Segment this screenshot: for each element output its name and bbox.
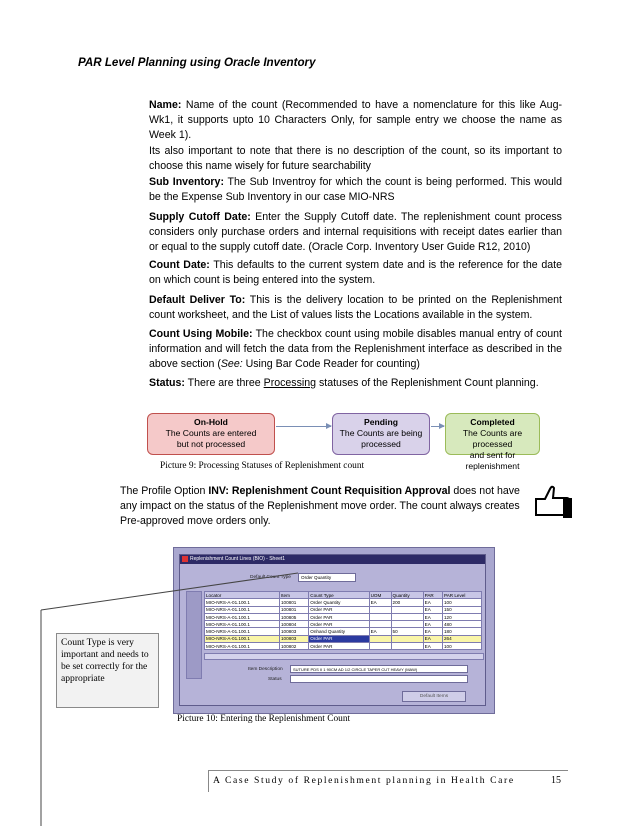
count-mobile-text-b: Using Bar Code Reader for counting) [242,358,420,370]
table-cell[interactable]: MIO-NRS-A-01.100.1 [205,606,280,613]
default-items-button[interactable]: Default Items [402,691,466,702]
grid-column-header: Count Type [309,592,369,599]
note-text-b: does not have any impact on the status of the Replenishment move order. The count always creates Pre-approved move orders only. [120,485,520,527]
count-mobile-see: See: [220,358,243,370]
table-cell[interactable]: Order PAR [309,606,369,613]
table-cell[interactable]: MIO-NRS-A-01.100.1 [205,643,280,650]
grid-column-header: PAR Level [442,592,481,599]
table-cell[interactable]: 480 [442,621,481,628]
picture9-caption: Picture 9: Processing Statuses of Replenishment count [160,461,365,471]
table-cell[interactable]: MIO-NRS-A-01.100.1 [205,635,280,642]
sub-inventory-label: Sub Inventory: [149,176,224,188]
table-cell[interactable]: 100801 [279,599,308,606]
flow-box-line: but not processed [176,439,246,449]
table-cell[interactable]: Order Quantity [309,599,369,606]
window-title: Replenishment Count Lines (BIO) - Sheet1 [190,556,286,562]
table-cell[interactable]: Order PAR [309,635,369,642]
table-cell[interactable]: Order PAR [309,613,369,620]
item-description-field[interactable]: SUTURE PDS II 1 90CM AD 1/2 CIRCLE TAPER CUT HEAVY (MAW) [290,665,468,673]
count-date-text: This defaults to the current system date and is the reference for the date on which count is being entered into the system. [149,259,562,286]
table-cell[interactable]: Order PAR [309,643,369,650]
default-deliver-label: Default Deliver To: [149,294,246,306]
table-cell[interactable]: EA [369,628,391,635]
flow-box-line: and sent for replenishment [465,450,520,471]
status-underlined: Processing [263,377,317,389]
name-text: Name of the count (Recommended to have a nomenclature for this like Aug-Wk1, it supports upto 10 Characters Only, for sample entry we choose the name as Week 1). [149,99,562,141]
table-cell[interactable]: EA [369,599,391,606]
flow-box-title: Completed [470,417,515,427]
table-cell[interactable]: 100 [442,599,481,606]
sub-inventory-text: The Sub Inventroy for which the count is being performed. This would be the Expense Sub Inventory in our case MIO-NRS [149,176,562,203]
item-description-label: Item Description [248,667,283,672]
default-count-type-field[interactable]: Order Quantity [298,573,356,582]
table-cell[interactable]: Order PAR [309,621,369,628]
callout-pointer-line [41,573,298,610]
table-cell[interactable]: 100803 [279,635,308,642]
table-cell[interactable]: EA [423,613,442,620]
table-cell[interactable]: EA [423,628,442,635]
table-cell[interactable]: MIO-NRS-A-01.100.1 [205,613,280,620]
default-count-type-label: Default Count Type [250,575,291,580]
count-date-label: Count Date: [149,259,210,271]
flow-box-line: The Counts are entered [165,428,257,438]
table-cell[interactable]: 264 [442,635,481,642]
footer-rule [208,770,568,771]
flow-box-line: The Counts are processed [462,428,523,449]
table-cell[interactable]: EA [423,635,442,642]
table-cell[interactable]: 200 [391,599,423,606]
supply-cutoff-label: Supply Cutoff Date: [149,211,251,223]
table-cell[interactable]: EA [423,643,442,650]
table-cell[interactable]: 100802 [279,643,308,650]
default-deliver-text: This is the delivery location to be printed on the Replenishment count worksheet, and the List of values lists the Locations available in the system. [149,294,563,321]
table-cell[interactable]: EA [423,606,442,613]
table-cell[interactable]: 100803 [279,628,308,635]
flow-box-title: On-Hold [194,417,228,427]
table-cell[interactable]: 100804 [279,621,308,628]
grid-column-header: Quantity [391,592,423,599]
table-cell[interactable]: EA [423,621,442,628]
table-cell[interactable]: 150 [442,606,481,613]
status-label: Status [268,677,282,682]
count-type-callout: Count Type is very important and needs to be set correctly for the appropriate [56,633,159,708]
table-cell[interactable]: Onhand Quantity [309,628,369,635]
table-cell[interactable]: MIO-NRS-A-01.100.1 [205,628,280,635]
footer-rule-left [208,770,209,792]
flow-box-line: The Counts are being [339,428,423,438]
count-mobile-text-a: The checkbox count using mobile disables manual entry of count information and will fetch the data from the Replenishment interface as described in the above section ( [149,328,562,370]
count-mobile-label: Count Using Mobile: [149,328,253,340]
flow-box-title: Pending [364,417,398,427]
table-cell[interactable]: 100 [442,643,481,650]
table-cell[interactable]: MIO-NRS-A-01.100.1 [205,621,280,628]
table-cell[interactable]: 50 [391,628,423,635]
grid-column-header: Locator [205,592,280,599]
table-cell[interactable]: 100801 [279,606,308,613]
table-cell[interactable]: 100805 [279,613,308,620]
status-label: Status: [149,377,185,389]
name-label: Name: [149,99,182,111]
status-text-a: There are three [184,377,264,389]
page-number: 15 [551,775,561,786]
flow-box-line: processed [361,439,401,449]
supply-cutoff-text: Enter the Supply Cutoff date. The replenishment count process considers only purchase orders and internal requisitions with receipt dates earlier than or equal to the supply cutoff date. (Oracle Corp. Inventory User Guide R12, 2010) [149,211,562,253]
note-bold: INV: Replenishment Count Requisition Approval [208,485,451,497]
table-cell[interactable]: MIO-NRS-A-01.100.1 [205,599,280,606]
grid-column-header: Item [279,592,308,599]
grid-column-header: UOM [369,592,391,599]
table-cell[interactable]: 180 [442,628,481,635]
footer-text: A Case Study of Replenishment planning in Health Care [213,775,515,786]
table-cell[interactable]: 120 [442,613,481,620]
picture10-caption: Picture 10: Entering the Replenishment Count [177,714,351,724]
table-cell[interactable]: EA [423,599,442,606]
status-text-b: statuses of the Replenishment Count planning. [316,377,539,389]
page-header-title: PAR Level Planning using Oracle Inventory [78,56,316,69]
note-text-a: The Profile Option [120,485,209,497]
grid-column-header: PAR [423,592,442,599]
name-note-text: Its also important to note that there is no description of the count, so its important to choose this name wisely for future searchability [149,145,562,172]
